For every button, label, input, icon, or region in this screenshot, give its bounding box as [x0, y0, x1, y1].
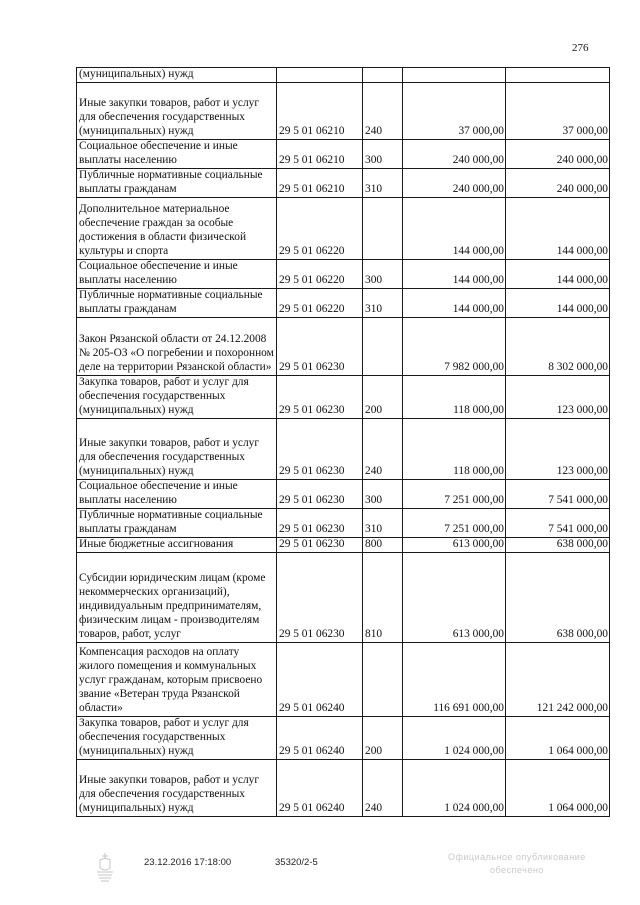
row-name: Закупка товаров, работ и услуг для обеспечения государственных (муниципальных) нужд: [77, 376, 277, 419]
row-name: Публичные нормативные социальные выплаты гражданам: [77, 289, 277, 318]
row-value-2017: 144 000,00: [403, 289, 506, 318]
table-row: [77, 260, 610, 289]
row-value-2017: 118 000,00: [403, 419, 506, 480]
row-vr: 240: [363, 760, 403, 817]
row-code: 29 5 01 06240: [277, 643, 363, 717]
row-code: 29 5 01 06210: [277, 140, 363, 169]
row-name: Иные закупки товаров, работ и услуг для обеспечения государственных (муниципальных) нужд: [77, 760, 277, 817]
emblem-logo: [94, 850, 116, 884]
row-code: 29 5 01 06210: [277, 169, 363, 198]
row-vr: [363, 68, 403, 83]
row-value-2017: [403, 68, 506, 83]
row-name: Закупка товаров, работ и услуг для обеспечения государственных (муниципальных) нужд: [77, 717, 277, 760]
table-row: [77, 717, 610, 760]
table-row: [77, 68, 610, 83]
table-row: [77, 289, 610, 318]
table-row: [77, 140, 610, 169]
footer-datetime: 23.12.2016 17:18:00: [144, 857, 232, 868]
row-value-2018: 638 000,00: [506, 553, 610, 643]
table-row: [77, 538, 610, 553]
table-row: [77, 169, 610, 198]
table-row: [77, 198, 610, 260]
table-row: [77, 419, 610, 480]
row-value-2018: 240 000,00: [506, 169, 610, 198]
row-code: 29 5 01 06230: [277, 553, 363, 643]
row-value-2018: 1 064 000,00: [506, 760, 610, 817]
row-value-2017: 7 251 000,00: [403, 509, 506, 538]
row-vr: 810: [363, 553, 403, 643]
row-name: Иные закупки товаров, работ и услуг для обеспечения государственных (муниципальных) нужд: [77, 83, 277, 140]
table-row: [77, 760, 610, 817]
row-value-2018: 240 000,00: [506, 140, 610, 169]
row-value-2017: 144 000,00: [403, 260, 506, 289]
row-value-2018: 7 541 000,00: [506, 509, 610, 538]
row-name: Субсидии юридическим лицам (кроме некоммерческих организаций), индивидуальным предпринимателям, физическим лицам - производителям товаров, работ, услуг: [77, 553, 277, 643]
row-vr: 300: [363, 140, 403, 169]
table-row: [77, 553, 610, 643]
row-value-2018: 638 000,00: [506, 538, 610, 553]
row-value-2017: 613 000,00: [403, 553, 506, 643]
row-value-2017: 118 000,00: [403, 376, 506, 419]
row-vr: 240: [363, 83, 403, 140]
row-name: Дополнительное материальное обеспечение граждан за особые достижения в области физической культуры и спорта: [77, 198, 277, 260]
row-name: Социальное обеспечение и иные выплаты населению: [77, 480, 277, 509]
row-name: Социальное обеспечение и иные выплаты населению: [77, 260, 277, 289]
row-code: 29 5 01 06240: [277, 717, 363, 760]
stamp-line-2: обеспечено: [489, 865, 544, 875]
row-value-2017: 144 000,00: [403, 198, 506, 260]
row-code: 29 5 01 06220: [277, 198, 363, 260]
row-vr: 200: [363, 376, 403, 419]
budget-table: [76, 67, 610, 817]
row-code: 29 5 01 06230: [277, 509, 363, 538]
row-vr: 300: [363, 260, 403, 289]
row-code: 29 5 01 06220: [277, 289, 363, 318]
table-row: [77, 509, 610, 538]
row-value-2018: 144 000,00: [506, 198, 610, 260]
row-vr: 200: [363, 717, 403, 760]
row-code: 29 5 01 06230: [277, 538, 363, 553]
budget-table-body: [77, 68, 610, 817]
table-row: [77, 318, 610, 376]
row-vr: [363, 318, 403, 376]
row-vr: 310: [363, 289, 403, 318]
row-code: 29 5 01 06220: [277, 260, 363, 289]
table-row: [77, 83, 610, 140]
row-name: Иные закупки товаров, работ и услуг для обеспечения государственных (муниципальных) нужд: [77, 419, 277, 480]
row-value-2018: 37 000,00: [506, 83, 610, 140]
row-vr: [363, 643, 403, 717]
row-value-2017: 7 982 000,00: [403, 318, 506, 376]
row-value-2018: 8 302 000,00: [506, 318, 610, 376]
page-number: 276: [572, 42, 589, 54]
row-value-2017: 240 000,00: [403, 140, 506, 169]
row-value-2018: 121 242 000,00: [506, 643, 610, 717]
row-value-2018: 144 000,00: [506, 260, 610, 289]
publication-stamp: [448, 851, 586, 877]
row-code: 29 5 01 06230: [277, 318, 363, 376]
row-code: [277, 68, 363, 83]
row-value-2017: 240 000,00: [403, 169, 506, 198]
row-code: 29 5 01 06230: [277, 376, 363, 419]
table-row: [77, 643, 610, 717]
row-value-2018: 123 000,00: [506, 376, 610, 419]
row-code: 29 5 01 06230: [277, 480, 363, 509]
row-name: Закон Рязанской области от 24.12.2008 № 205-ОЗ «О погребении и похоронном деле на территории Рязанской области»: [77, 318, 277, 376]
row-vr: 240: [363, 419, 403, 480]
row-name: Социальное обеспечение и иные выплаты населению: [77, 140, 277, 169]
row-value-2018: 123 000,00: [506, 419, 610, 480]
stamp-line-1: Официальное опубликование: [448, 852, 586, 862]
row-value-2018: 1 064 000,00: [506, 717, 610, 760]
row-value-2018: 144 000,00: [506, 289, 610, 318]
row-value-2017: 1 024 000,00: [403, 717, 506, 760]
row-code: 29 5 01 06210: [277, 83, 363, 140]
row-vr: 310: [363, 509, 403, 538]
row-code: 29 5 01 06230: [277, 419, 363, 480]
row-value-2017: 7 251 000,00: [403, 480, 506, 509]
row-vr: 310: [363, 169, 403, 198]
row-name: Компенсация расходов на оплату жилого помещения и коммунальных услуг гражданам, которым присвоено звание «Ветеран труда Рязанской области»: [77, 643, 277, 717]
footer-doc-number: 35320/2-5: [275, 857, 318, 868]
row-value-2017: 1 024 000,00: [403, 760, 506, 817]
row-value-2017: 116 691 000,00: [403, 643, 506, 717]
row-value-2018: 7 541 000,00: [506, 480, 610, 509]
row-vr: 300: [363, 480, 403, 509]
row-name: Иные бюджетные ассигнования: [77, 538, 277, 553]
row-name: Публичные нормативные социальные выплаты гражданам: [77, 169, 277, 198]
row-code: 29 5 01 06240: [277, 760, 363, 817]
row-value-2017: 37 000,00: [403, 83, 506, 140]
row-name: Публичные нормативные социальные выплаты гражданам: [77, 509, 277, 538]
table-row: [77, 480, 610, 509]
table-row: [77, 376, 610, 419]
row-value-2017: 613 000,00: [403, 538, 506, 553]
row-vr: [363, 198, 403, 260]
row-value-2018: [506, 68, 610, 83]
row-vr: 800: [363, 538, 403, 553]
row-name: (муниципальных) нужд: [77, 68, 277, 83]
